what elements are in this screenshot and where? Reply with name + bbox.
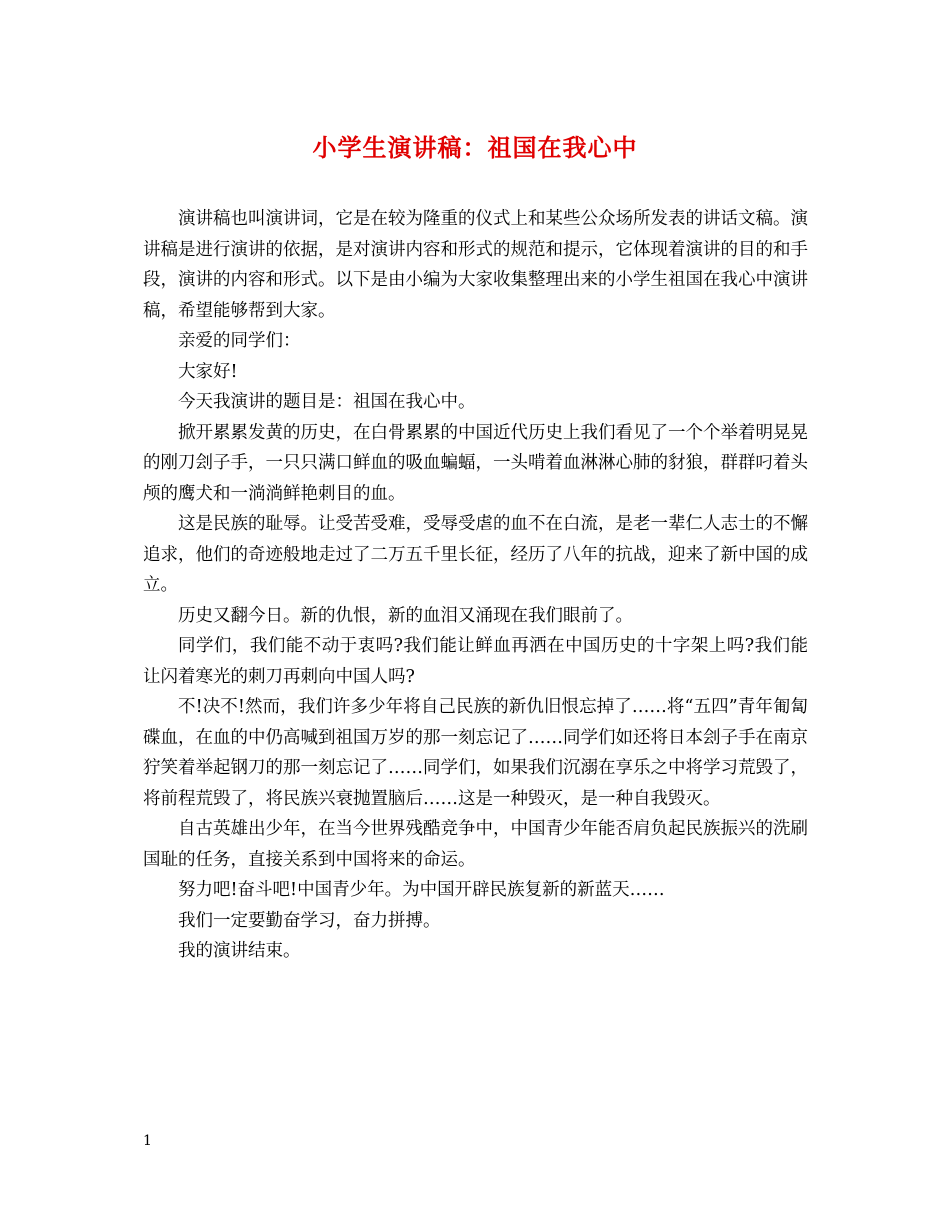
paragraph-hello: 大家好! (178, 361, 238, 382)
paragraph-question: 同学们，我们能不动于衷吗?我们能让鲜血再洒在中国历史的十字架上吗?我们能让闪着寒光的刺刀再刺向中国人吗? (143, 636, 808, 687)
paragraph-today: 历史又翻今日。新的仇恨，新的血泪又涌现在我们眼前了。 (178, 605, 633, 626)
document-body (143, 204, 808, 967)
paragraph-shame: 这是民族的耻辱。让受苦受难，受辱受虐的血不在白流，是老一辈仁人志士的不懈追求，他们的奇迹般地走过了二万五千里长征，经历了八年的抗战，迎来了新中国的成立。 (143, 514, 808, 595)
paragraph-forgotten: 不!决不!然而，我们许多少年将自己民族的新仇旧恨忘掉了……将“五四”青年匍匐碟血，在血的中仍高喊到祖国万岁的那一刻忘记了……同学们如还将日本刽子手在南京狞笑着举起钢刀的那一刻忘记了……同学们，如果我们沉溺在享乐之中将学习荒毁了，将前程荒毁了，将民族兴衰抛置脑后……这是一种毁灭，是一种自我毁灭。 (143, 697, 808, 809)
paragraph-strive: 努力吧!奋斗吧!中国青少年。为中国开辟民族复新的新蓝天…… (178, 880, 665, 900)
paragraph-youth: 自古英雄出少年，在当今世界残酷竞争中，中国青少年能否肩负起民族振兴的洗刷国耻的任务，直接关系到中国将来的命运。 (143, 819, 808, 870)
paragraph-intro: 演讲稿也叫演讲词，它是在较为隆重的仪式上和某些公众场所发表的讲话文稿。演讲稿是进行演讲的依据，是对演讲内容和形式的规范和提示，它体现着演讲的目的和手段，演讲的内容和形式。以下是由小编为大家收集整理出来的小学生祖国在我心中演讲稿，希望能够帮到大家。 (143, 209, 808, 321)
paragraph-history: 掀开累累发黄的历史，在白骨累累的中国近代历史上我们看见了一个个举着明晃晃的刚刀刽子手，一只只满口鲜血的吸血蝙蝠，一头啃着血淋淋心肺的豺狼，群群叼着头颅的鹰犬和一淌淌鲜艳刺目的血。 (143, 422, 808, 504)
paragraph-study: 我们一定要勤奋学习，奋力拼搏。 (178, 910, 441, 931)
page-title: 小学生演讲稿：祖国在我心中 (312, 133, 638, 162)
paragraph-topic: 今天我演讲的题目是：祖国在我心中。 (178, 392, 476, 412)
page-number: 1 (143, 1133, 152, 1149)
paragraph-greeting: 亲爱的同学们： (178, 331, 301, 351)
paragraph-end: 我的演讲结束。 (178, 941, 301, 961)
